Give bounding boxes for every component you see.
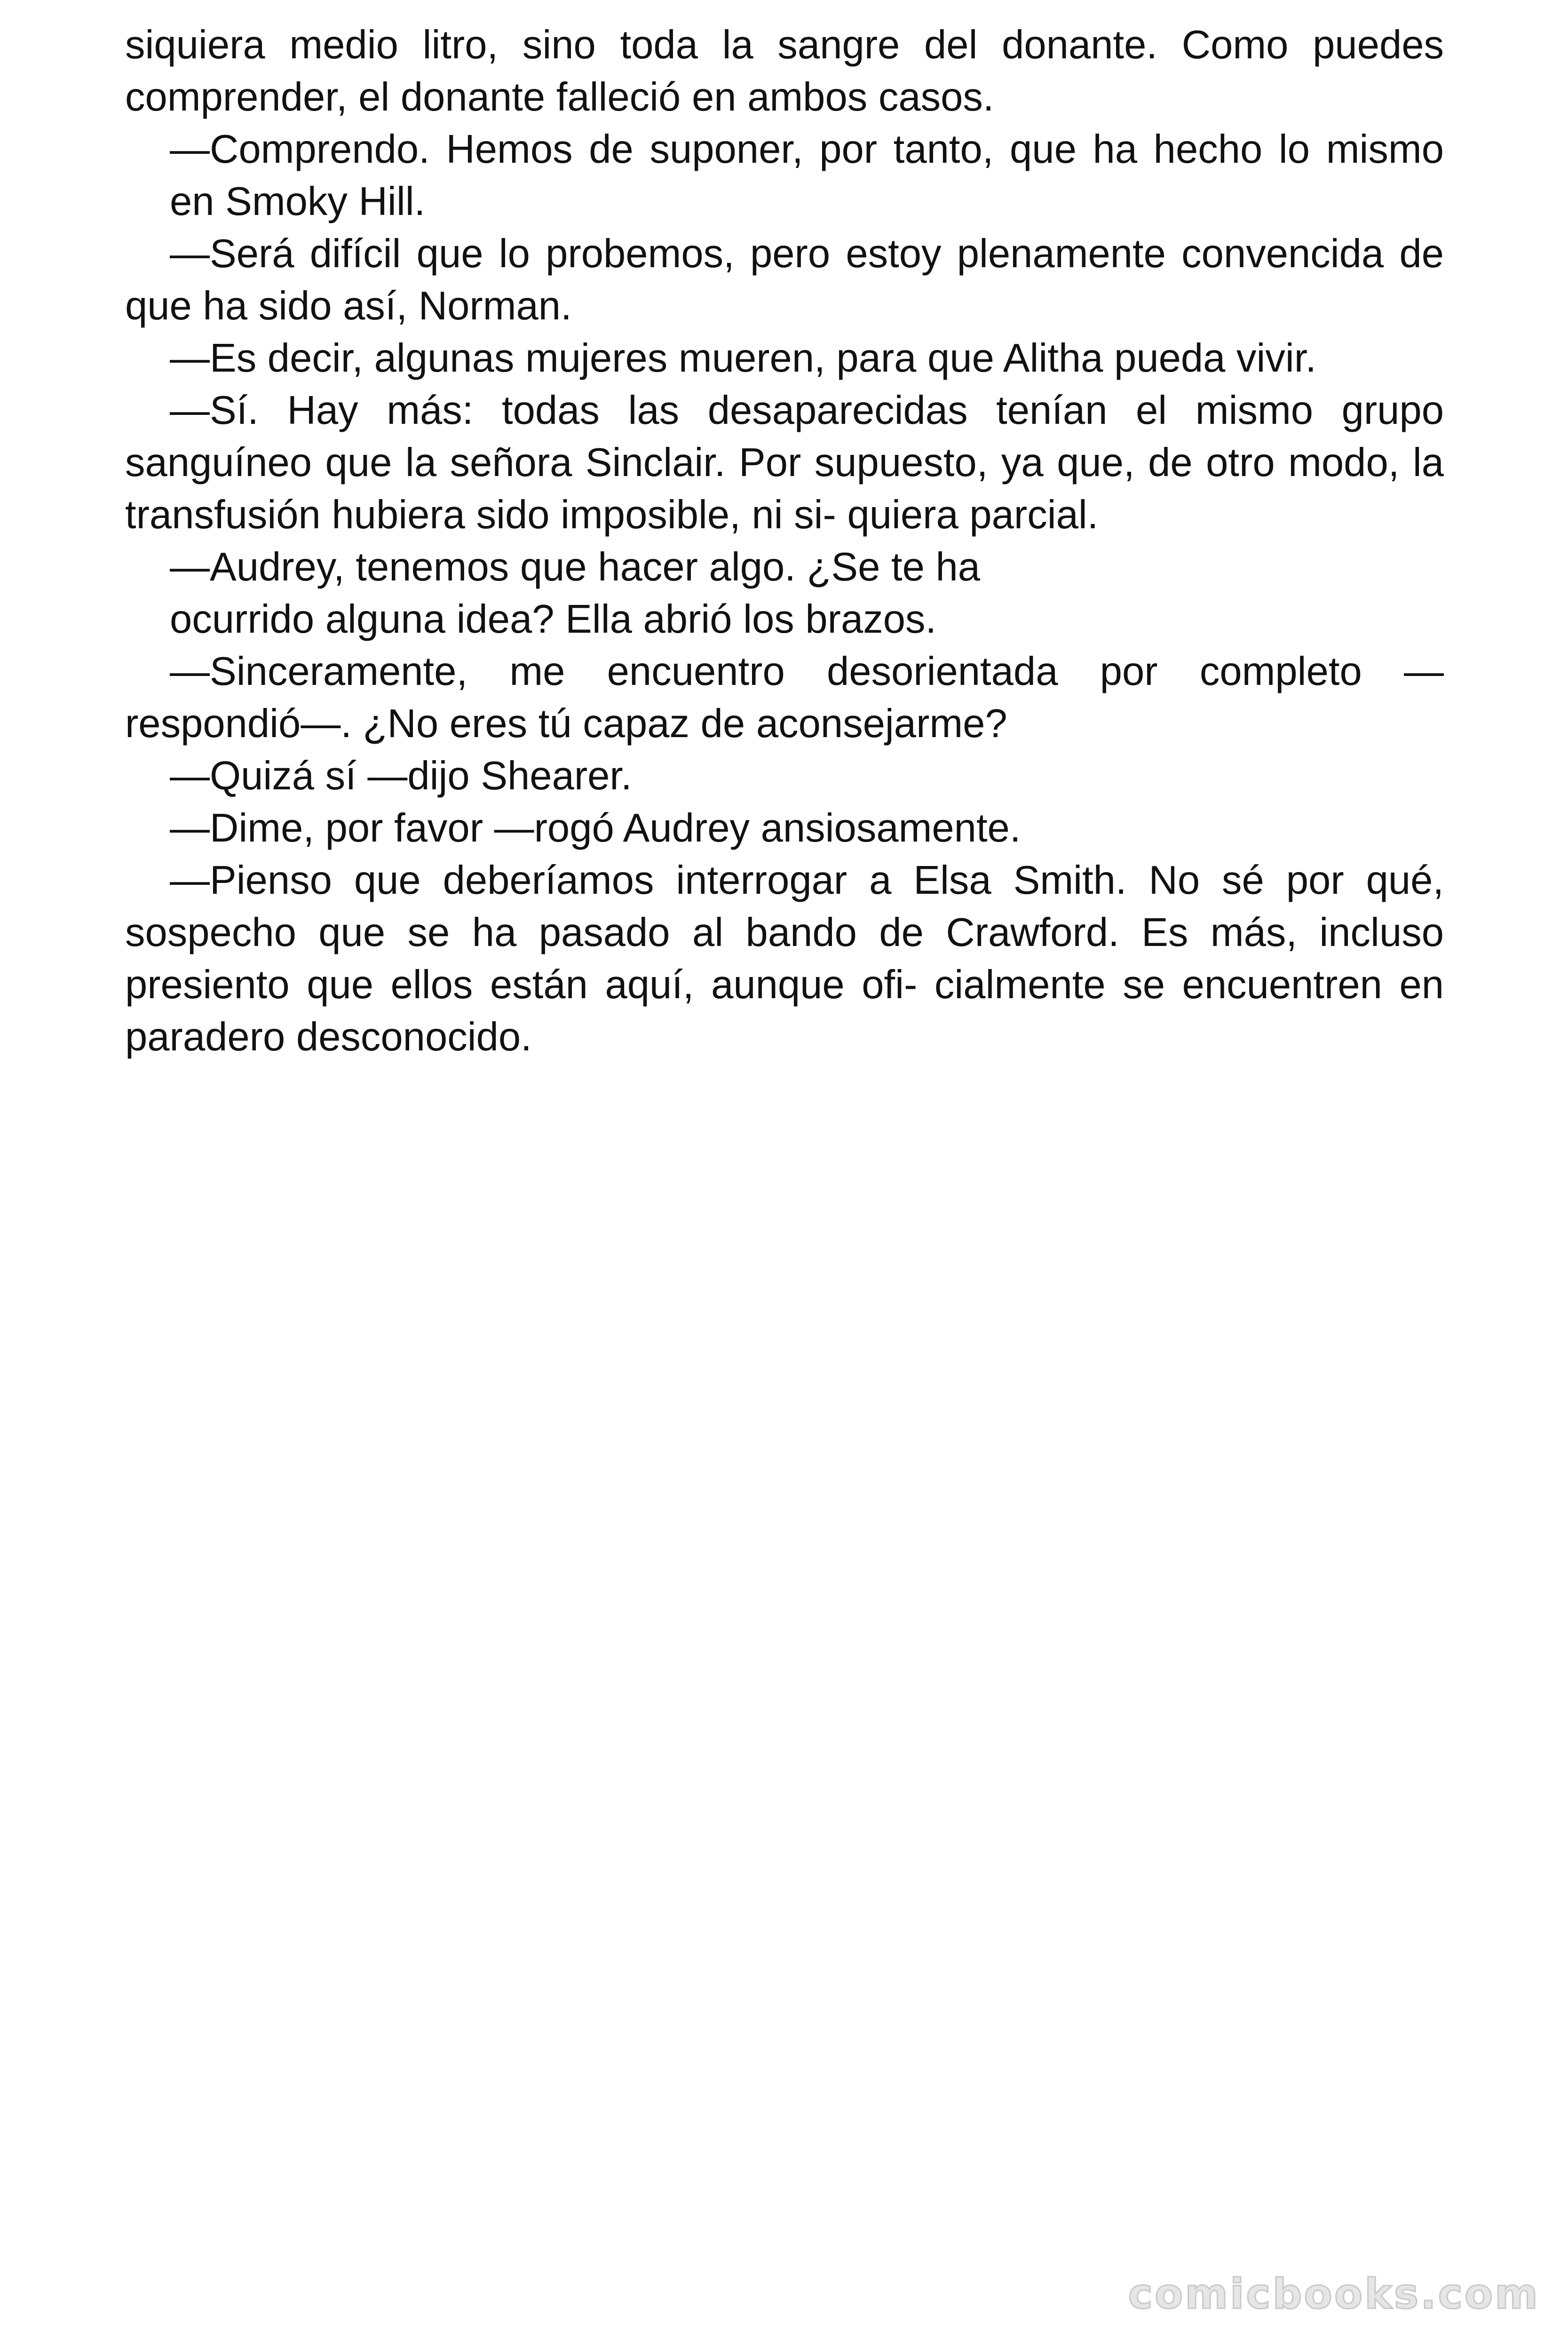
paragraph-1: siquiera medio litro, sino toda la sangre del donante. Como puedes comprender, el donante falleció en ambos casos.: [125, 23, 1444, 119]
body-text: [125, 19, 1444, 1063]
paragraph-3: —Será difícil que lo probemos, pero estoy plenamente convencida de que ha sido así, Norman.: [125, 231, 1444, 328]
paragraph-9: —Quizá sí —dijo Shearer.: [170, 754, 632, 798]
paragraph-6: —Audrey, tenemos que hacer algo. ¿Se te ha: [170, 545, 981, 589]
watermark-logo: comicbooks.com: [1128, 2270, 1540, 2318]
paragraph-8: —Sinceramente, me encuentro desorientada por completo — respondió—. ¿No eres tú capaz de aconsejarme?: [125, 649, 1444, 746]
paragraph-7: ocurrido alguna idea? Ella abrió los brazos.: [170, 597, 937, 642]
paragraph-2: —Comprendo. Hemos de suponer, por tanto, que ha hecho lo mismo en Smoky Hill.: [170, 127, 1444, 224]
paragraph-11: —Pienso que deberíamos interrogar a Elsa Smith. No sé por qué, sospecho que se ha pasado al bando de Crawford. Es más, incluso presiento que ellos están aquí, aunque ofi- cialmente se encuentren en paradero desconocido.: [125, 858, 1444, 1059]
paragraph-5: —Sí. Hay más: todas las desaparecidas tenían el mismo grupo sanguíneo que la señora Sinclair. Por supuesto, ya que, de otro modo, la transfusión hubiera sido imposible, ni si- quiera parcial.: [125, 388, 1444, 537]
paragraph-10: —Dime, por favor —rogó Audrey ansiosamente.: [170, 806, 1021, 850]
paragraph-4: —Es decir, algunas mujeres mueren, para que Alitha pueda vivir.: [170, 336, 1317, 381]
